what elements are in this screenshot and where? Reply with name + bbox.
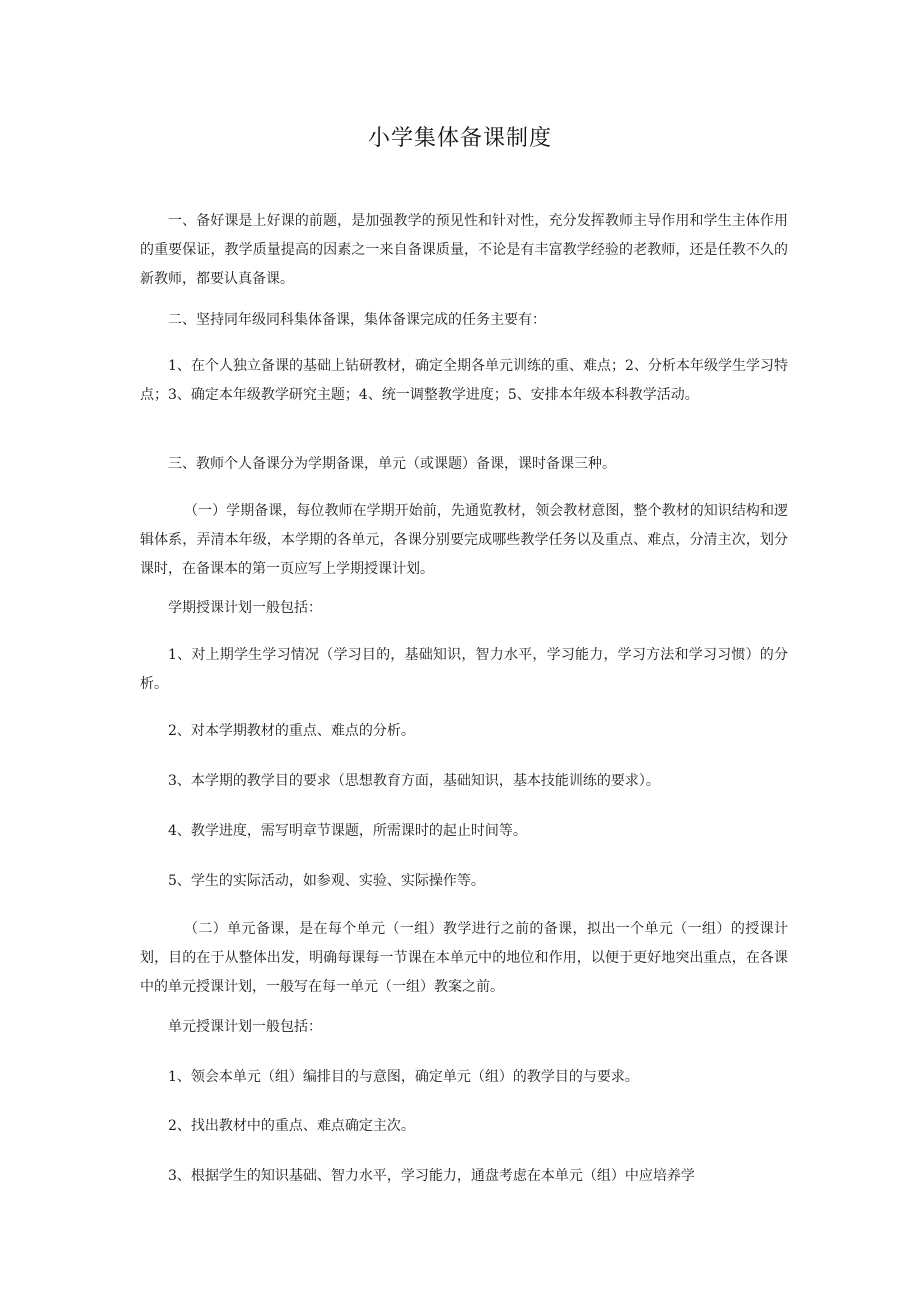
paragraph-8: 2、对本学期教材的重点、难点的分析。 [168, 723, 415, 739]
paragraph-12: （二）单元备课，是在每个单元（一组）教学进行之前的备课，拟出一个单元（一组）的授课计划，目的在于从整体出发，明确每课每一节课在本单元中的地位和作用，以便于更好地突出重点，在各课中的单元授课计划，一般写在每一单元（一组）教案之前。 [140, 921, 788, 995]
paragraph-9: 3、本学期的教学目的要求（思想教育方面，基础知识，基本技能训练的要求）。 [168, 773, 660, 789]
paragraph-13: 单元授课计划一般包括： [168, 1019, 322, 1035]
paragraph-2: 二、坚持同年级同科集体备课，集体备课完成的任务主要有： [168, 312, 546, 328]
paragraph-3: 1、在个人独立备课的基础上钻研教材，确定全期各单元训练的重、难点；2、分析本年级学生学习特点；3、确定本年级教学研究主题；4、统一调整教学进度；5、安排本年级本科教学活动。 [140, 358, 788, 403]
document-title: 小学集体备课制度 [367, 126, 552, 151]
paragraph-10: 4、教学进度，需写明章节课题，所需课时的起止时间等。 [168, 823, 527, 839]
paragraph-4: 三、教师个人备课分为学期备课，单元（或课题）备课，课时备课三种。 [168, 456, 616, 472]
paragraph-1: 一、备好课是上好课的前题，是加强教学的预见性和针对性，充分发挥教师主导作用和学生主体作用的重要保证，教学质量提高的因素之一来自备课质量，不论是有丰富教学经验的老教师，还是任教不久的新教师，都要认真备课。 [140, 213, 788, 287]
paragraph-7: 1、对上期学生学习情况（学习目的，基础知识，智力水平，学习能力，学习方法和学习习惯）的分析。 [140, 647, 788, 692]
paragraph-16: 3、根据学生的知识基础、智力水平，学习能力，通盘考虑在本单元（组）中应培养学 [168, 1168, 695, 1184]
paragraph-5: （一）学期备课，每位教师在学期开始前，先通览教材，领会教材意图，整个教材的知识结构和逻辑体系，弄清本年级，本学期的各单元，各课分别要完成哪些教学任务以及重点、难点，分清主次，划分课时，在备课本的第一页应写上学期授课计划。 [140, 503, 788, 577]
paragraph-6: 学期授课计划一般包括： [168, 600, 322, 616]
paragraph-11: 5、学生的实际活动，如参观、实验、实际操作等。 [168, 873, 485, 889]
paragraph-14: 1、领会本单元（组）编排目的与意图，确定单元（组）的教学目的与要求。 [168, 1069, 639, 1085]
paragraph-15: 2、找出教材中的重点、难点确定主次。 [168, 1118, 415, 1134]
